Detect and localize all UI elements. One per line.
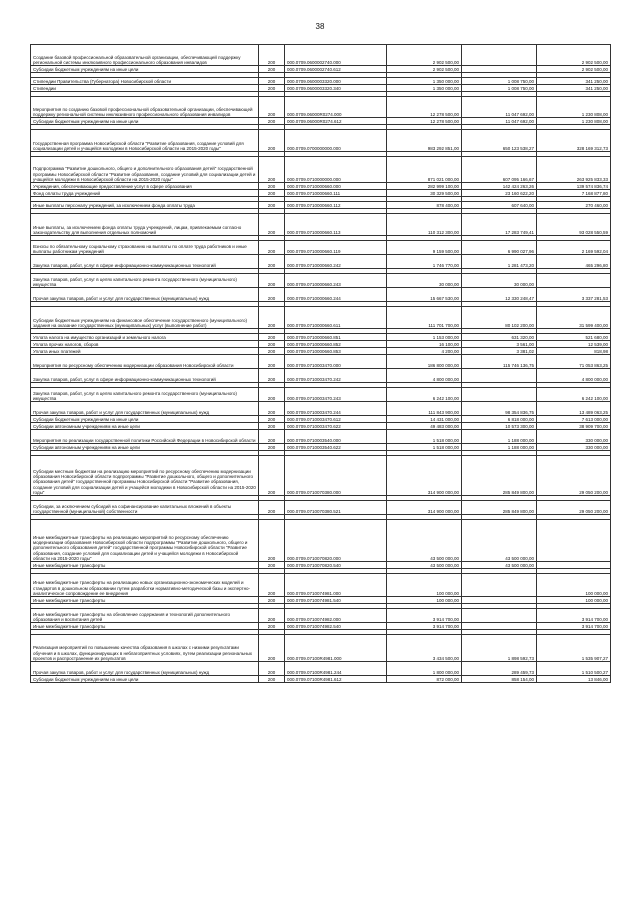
budget-classification-code-cell: 000.0709.0600002740.000 — [285, 45, 387, 66]
line-code-cell: 200 — [259, 562, 285, 569]
executed-amount-cell: 285 849 800,00 — [462, 456, 537, 496]
unexecuted-amount-cell: 330 000,00 — [537, 444, 611, 451]
expense-name-cell: Учреждения, обеспечивающие предоставление услуг в сфере образования — [31, 183, 259, 190]
line-code-cell: 200 — [259, 157, 285, 183]
unexecuted-amount-cell: 328 169 312,73 — [537, 130, 611, 152]
line-code-cell: 200 — [259, 214, 285, 236]
budget-classification-code-cell: 000.0709.0710074982.000 — [285, 609, 387, 623]
approved-amount-cell: 3 914 700,00 — [387, 609, 462, 623]
table-row — [31, 416, 611, 423]
budget-classification-code-cell: 000.0709.0710074982.540 — [285, 623, 387, 630]
table-row — [31, 118, 611, 125]
executed-amount-cell: 142 424 263,26 — [462, 183, 537, 190]
expense-name-cell: Уплата иных платежей — [31, 348, 259, 355]
approved-amount-cell: 110 312 300,00 — [387, 214, 462, 236]
unexecuted-amount-cell: 7 613 000,00 — [537, 416, 611, 423]
table-row — [31, 402, 611, 416]
unexecuted-amount-cell: 3 914 700,00 — [537, 609, 611, 623]
approved-amount-cell: 314 900 000,00 — [387, 501, 462, 515]
budget-classification-code-cell: 000.0709.0710070820.000 — [285, 520, 387, 562]
line-code-cell: 200 — [259, 676, 285, 683]
approved-amount-cell: 1 153 000,00 — [387, 334, 462, 341]
table-row — [31, 85, 611, 92]
unexecuted-amount-cell: 263 925 833,33 — [537, 157, 611, 183]
line-code-cell: 200 — [259, 66, 285, 73]
executed-amount-cell: 858 154,00 — [462, 676, 537, 683]
budget-classification-code-cell: 000.0709.0710000660.119 — [285, 241, 387, 255]
executed-amount-cell: 6 818 000,00 — [462, 416, 537, 423]
budget-classification-code-cell: 000.0709.0710000660.112 — [285, 202, 387, 209]
line-code-cell: 200 — [259, 609, 285, 623]
table-row — [31, 341, 611, 348]
approved-amount-cell: 3 914 700,00 — [387, 623, 462, 630]
executed-amount-cell — [462, 597, 537, 604]
budget-classification-code-cell: 000.0709.0710003470.622 — [285, 423, 387, 430]
budget-classification-code-cell: 000.0709.0710000660.853 — [285, 348, 387, 355]
approved-amount-cell: 6 242 100,00 — [387, 388, 462, 402]
executed-amount-cell: 3 381,02 — [462, 348, 537, 355]
budget-classification-code-cell: 000.0709.0700000000.000 — [285, 130, 387, 152]
line-code-cell: 200 — [259, 334, 285, 341]
line-code-cell: 200 — [259, 456, 285, 496]
line-code-cell: 200 — [259, 202, 285, 209]
expense-name-cell: Иные межбюджетные трансферты на реализацию новых организационно-экономических моделей и стандартов в дошкольном образовании путем разработки нормативно-методической базы и экспертно-аналитическое сопровождение ее внедрения — [31, 574, 259, 597]
line-code-cell: 200 — [259, 190, 285, 197]
expense-name-cell: Субсидии автономным учреждениям на иные цели — [31, 423, 259, 430]
expense-name-cell: Взносы по обязательному социальному страхованию на выплаты по оплате труда работников и иные выплаты работникам учреждений — [31, 241, 259, 255]
executed-amount-cell: 80 102 200,00 — [462, 307, 537, 329]
expense-name-cell: Подпрограмма "Развитие дошкольного, общего и дополнительного образования детей" государственной программы Новосибирской области "Развитие образования, создание условий для социализации детей и учащейся молодежи в Новосибирской области на 2015-2020 годы" — [31, 157, 259, 183]
budget-classification-code-cell: 000.0709.0710070380.000 — [285, 456, 387, 496]
table-row — [31, 597, 611, 604]
line-code-cell: 200 — [259, 130, 285, 152]
table-row — [31, 676, 611, 683]
unexecuted-amount-cell: 13 489 063,25 — [537, 402, 611, 416]
table-row — [31, 183, 611, 190]
budget-table — [30, 44, 611, 683]
table-row — [31, 562, 611, 569]
expense-name-cell: Реализация мероприятий по повышению качества образования в школах с низкими результатами обучения и в школах, функционирующих в неблагоприятных условиях, путем реализации региональных проектов и распространение их результатов — [31, 635, 259, 662]
table-row — [31, 609, 611, 623]
approved-amount-cell: 12 278 500,00 — [387, 118, 462, 125]
table-row — [31, 501, 611, 515]
executed-amount-cell: 650 123 538,27 — [462, 130, 537, 152]
budget-classification-code-cell: 000.0709.0710070820.540 — [285, 562, 387, 569]
expense-name-cell: Субсидии бюджетным учреждениям на финансовое обеспечение государственного (муниципального) задания на оказание государственных (муниципальных) услуг (выполнение работ) — [31, 307, 259, 329]
budget-classification-code-cell: 000.0709.0710003470.244 — [285, 402, 387, 416]
unexecuted-amount-cell: 100 000,00 — [537, 574, 611, 597]
executed-amount-cell — [462, 609, 537, 623]
expense-name-cell: Иные межбюджетные трансферты на реализацию мероприятий по ресурсному обеспечению модернизации образования Новосибирской области подпрограммы "Развитие дошкольного, общего и дополнительного образования детей" государственной программы Новосибирской области "Развитие образования, создание условий для социализации детей и учащейся молодежи в Новосибирской области на 2015-2020 годы" — [31, 520, 259, 562]
expense-name-cell: Иные межбюджетные трансферты — [31, 623, 259, 630]
executed-amount-cell: 10 573 300,00 — [462, 423, 537, 430]
budget-classification-code-cell: 000.0709.0600002740.612 — [285, 66, 387, 73]
approved-amount-cell: 30 000,00 — [387, 274, 462, 288]
executed-amount-cell: 1 188 000,00 — [462, 430, 537, 444]
expense-name-cell: Иные выплаты, за исключением фонда оплаты труда учреждений, лицам, привлекаемым согласно законодательству для выполнения отдельных полномочий — [31, 214, 259, 236]
approved-amount-cell: 186 800 000,00 — [387, 355, 462, 369]
executed-amount-cell: 98 354 836,75 — [462, 402, 537, 416]
approved-amount-cell: 3 434 500,00 — [387, 635, 462, 662]
budget-classification-code-cell: 000.0709.07100R4981.612 — [285, 676, 387, 683]
expense-name-cell: Закупка товаров, работ, услуг в целях капитального ремонта государственного (муниципального) имущества — [31, 274, 259, 288]
unexecuted-amount-cell: 1 535 907,27 — [537, 635, 611, 662]
line-code-cell: 200 — [259, 307, 285, 329]
unexecuted-amount-cell: 2 902 500,00 — [537, 66, 611, 73]
unexecuted-amount-cell — [537, 562, 611, 569]
unexecuted-amount-cell: 1 510 500,27 — [537, 662, 611, 676]
expense-name-cell: Субсидии бюджетным учреждениям на иные цели — [31, 118, 259, 125]
executed-amount-cell: 607 640,00 — [462, 202, 537, 209]
unexecuted-amount-cell: 38 909 700,00 — [537, 423, 611, 430]
unexecuted-amount-cell — [537, 520, 611, 562]
approved-amount-cell: 16 100,00 — [387, 341, 462, 348]
executed-amount-cell: 1 281 473,20 — [462, 255, 537, 269]
line-code-cell: 200 — [259, 635, 285, 662]
budget-classification-code-cell: 000.0709.06000R0274.000 — [285, 97, 387, 118]
executed-amount-cell: 17 283 749,41 — [462, 214, 537, 236]
table-row — [31, 423, 611, 430]
expense-name-cell: Субсидии бюджетным учреждениям на иные цели — [31, 66, 259, 73]
line-code-cell: 200 — [259, 288, 285, 302]
table-row — [31, 444, 611, 451]
budget-classification-code-cell: 000.0709.0710000660.243 — [285, 274, 387, 288]
expense-name-cell: Субсидии автономным учреждениям на иные цели — [31, 444, 259, 451]
unexecuted-amount-cell: 29 050 200,00 — [537, 501, 611, 515]
approved-amount-cell: 1 350 000,00 — [387, 85, 462, 92]
unexecuted-amount-cell: 2 902 500,00 — [537, 45, 611, 66]
table-row — [31, 369, 611, 383]
approved-amount-cell: 871 021 000,00 — [387, 157, 462, 183]
table-row — [31, 662, 611, 676]
expense-name-cell: Закупка товаров, работ, услуг в сфере информационно-коммуникационных технологий — [31, 369, 259, 383]
executed-amount-cell: 11 047 692,00 — [462, 118, 537, 125]
budget-classification-code-cell: 000.0709.0710074981.540 — [285, 597, 387, 604]
expense-name-cell: Субсидии бюджетным учреждениям на иные цели — [31, 416, 259, 423]
expense-name-cell: Фонд оплаты труда учреждений — [31, 190, 259, 197]
approved-amount-cell: 12 278 500,00 — [387, 97, 462, 118]
executed-amount-cell: 3 561,00 — [462, 341, 537, 348]
approved-amount-cell: 49 483 000,00 — [387, 423, 462, 430]
budget-classification-code-cell: 000.0709.0710000660.244 — [285, 288, 387, 302]
unexecuted-amount-cell: 521 680,00 — [537, 334, 611, 341]
executed-amount-cell — [462, 66, 537, 73]
executed-amount-cell: 1 188 000,00 — [462, 444, 537, 451]
table-row — [31, 202, 611, 209]
table-row — [31, 45, 611, 66]
approved-amount-cell: 100 000,00 — [387, 574, 462, 597]
line-code-cell: 200 — [259, 430, 285, 444]
approved-amount-cell: 43 500 000,00 — [387, 562, 462, 569]
table-row — [31, 157, 611, 183]
budget-classification-code-cell: 000.0709.06000R0274.612 — [285, 118, 387, 125]
line-code-cell: 200 — [259, 183, 285, 190]
table-row — [31, 78, 611, 85]
budget-classification-code-cell: 000.0709.0600003320.000 — [285, 78, 387, 85]
executed-amount-cell: 1 008 750,00 — [462, 78, 537, 85]
table-row — [31, 214, 611, 236]
budget-classification-code-cell: 000.0709.0600003320.340 — [285, 85, 387, 92]
line-code-cell: 200 — [259, 78, 285, 85]
budget-classification-code-cell: 000.0709.0710000660.111 — [285, 190, 387, 197]
table-row — [31, 574, 611, 597]
table-row — [31, 388, 611, 402]
executed-amount-cell: 1 008 750,00 — [462, 85, 537, 92]
table-row — [31, 255, 611, 269]
expense-name-cell: Прочая закупка товаров, работ и услуг для государственных (муниципальных) нужд — [31, 288, 259, 302]
executed-amount-cell: 289 459,73 — [462, 662, 537, 676]
budget-classification-code-cell: 000.0709.0710000660.242 — [285, 255, 387, 269]
expense-name-cell: Государственная программа Новосибирской области "Развитие образования, создание условий для социализации детей и учащейся молодежи в Новосибирской области на 2015-2020 годы" — [31, 130, 259, 152]
budget-classification-code-cell: 000.0709.0710003540.000 — [285, 430, 387, 444]
table-row — [31, 348, 611, 355]
table-row — [31, 66, 611, 73]
line-code-cell: 200 — [259, 574, 285, 597]
executed-amount-cell — [462, 45, 537, 66]
expense-name-cell: Прочая закупка товаров, работ и услуг для государственных (муниципальных) нужд — [31, 402, 259, 416]
expense-name-cell: Мероприятия по реализации государственной политики Российской Федерации в Новосибирской области — [31, 430, 259, 444]
approved-amount-cell: 100 000,00 — [387, 597, 462, 604]
unexecuted-amount-cell: 818,98 — [537, 348, 611, 355]
approved-amount-cell: 282 999 100,00 — [387, 183, 462, 190]
line-code-cell: 200 — [259, 416, 285, 423]
budget-classification-code-cell: 000.0709.0710000660.852 — [285, 341, 387, 348]
table-row — [31, 190, 611, 197]
budget-classification-code-cell: 000.0709.0710000660.113 — [285, 214, 387, 236]
approved-amount-cell: 1 746 770,00 — [387, 255, 462, 269]
line-code-cell: 200 — [259, 369, 285, 383]
line-code-cell: 200 — [259, 402, 285, 416]
table-row — [31, 241, 611, 255]
approved-amount-cell: 9 159 500,00 — [387, 241, 462, 255]
approved-amount-cell: 1 800 000,00 — [387, 662, 462, 676]
executed-amount-cell: 23 160 622,20 — [462, 190, 537, 197]
executed-amount-cell: 43 500 000,00 — [462, 520, 537, 562]
approved-amount-cell: 14 431 000,00 — [387, 416, 462, 423]
expense-name-cell: Мероприятия по ресурсному обеспечению модернизации образования Новосибирской области — [31, 355, 259, 369]
expense-name-cell: Иные межбюджетные трансферты — [31, 597, 259, 604]
executed-amount-cell: 11 047 692,00 — [462, 97, 537, 118]
executed-amount-cell: 30 000,00 — [462, 274, 537, 288]
line-code-cell: 200 — [259, 341, 285, 348]
budget-classification-code-cell: 000.0709.0710003470.000 — [285, 355, 387, 369]
expense-name-cell: Иные межбюджетные трансферты — [31, 562, 259, 569]
unexecuted-amount-cell — [537, 274, 611, 288]
table-row — [31, 355, 611, 369]
executed-amount-cell — [462, 369, 537, 383]
line-code-cell: 200 — [259, 85, 285, 92]
unexecuted-amount-cell: 2 169 592,04 — [537, 241, 611, 255]
unexecuted-amount-cell: 93 028 550,59 — [537, 214, 611, 236]
budget-classification-code-cell: 000.0709.0710003540.622 — [285, 444, 387, 451]
line-code-cell: 200 — [259, 274, 285, 288]
approved-amount-cell: 15 667 530,00 — [387, 288, 462, 302]
line-code-cell: 200 — [259, 355, 285, 369]
approved-amount-cell: 983 292 851,00 — [387, 130, 462, 152]
line-code-cell: 200 — [259, 118, 285, 125]
table-row — [31, 635, 611, 662]
line-code-cell: 200 — [259, 241, 285, 255]
unexecuted-amount-cell: 330 000,00 — [537, 430, 611, 444]
unexecuted-amount-cell: 29 050 200,00 — [537, 456, 611, 496]
budget-classification-code-cell: 000.0709.0710003470.242 — [285, 369, 387, 383]
unexecuted-amount-cell: 31 599 400,00 — [537, 307, 611, 329]
expense-name-cell: Уплата налога на имущество организаций и земельного налога — [31, 334, 259, 341]
expense-name-cell: Стипендии Правительства (Губернатора) Новосибирской области — [31, 78, 259, 85]
unexecuted-amount-cell: 341 250,00 — [537, 78, 611, 85]
line-code-cell: 200 — [259, 597, 285, 604]
approved-amount-cell: 4 800 000,00 — [387, 369, 462, 383]
executed-amount-cell: 631 320,00 — [462, 334, 537, 341]
budget-classification-code-cell: 000.0709.0710000660.611 — [285, 307, 387, 329]
budget-classification-code-cell: 000.0709.0710003470.612 — [285, 416, 387, 423]
expense-name-cell: Субсидии бюджетным учреждениям на иные цели — [31, 676, 259, 683]
executed-amount-cell: 1 898 592,73 — [462, 635, 537, 662]
unexecuted-amount-cell: 6 242 100,00 — [537, 388, 611, 402]
executed-amount-cell: 285 849 800,00 — [462, 501, 537, 515]
budget-classification-code-cell: 000.0709.0710003470.243 — [285, 388, 387, 402]
budget-classification-code-cell: 000.0709.0710000660.000 — [285, 183, 387, 190]
approved-amount-cell: 4 200,00 — [387, 348, 462, 355]
budget-classification-code-cell: 000.0709.0710000000.000 — [285, 157, 387, 183]
table-row — [31, 97, 611, 118]
unexecuted-amount-cell: 13 846,00 — [537, 676, 611, 683]
unexecuted-amount-cell: 7 168 877,80 — [537, 190, 611, 197]
table-row — [31, 520, 611, 562]
line-code-cell: 200 — [259, 348, 285, 355]
expense-name-cell: Стипендии — [31, 85, 259, 92]
approved-amount-cell: 30 329 500,00 — [387, 190, 462, 197]
approved-amount-cell: 111 843 900,00 — [387, 402, 462, 416]
approved-amount-cell: 1 518 000,00 — [387, 430, 462, 444]
approved-amount-cell: 111 701 700,00 — [387, 307, 462, 329]
expense-name-cell: Иные межбюджетные трансферты на обновление содержания и технологий дополнительного образования и воспитания детей — [31, 609, 259, 623]
unexecuted-amount-cell: 4 800 000,00 — [537, 369, 611, 383]
executed-amount-cell — [462, 574, 537, 597]
unexecuted-amount-cell: 100 000,00 — [537, 597, 611, 604]
executed-amount-cell: 6 990 027,96 — [462, 241, 537, 255]
unexecuted-amount-cell: 3 914 700,00 — [537, 623, 611, 630]
line-code-cell: 200 — [259, 97, 285, 118]
line-code-cell: 200 — [259, 623, 285, 630]
expense-name-cell: Закупка товаров, работ, услуг в сфере информационно-коммуникационных технологий — [31, 255, 259, 269]
executed-amount-cell — [462, 388, 537, 402]
line-code-cell: 200 — [259, 501, 285, 515]
line-code-cell: 200 — [259, 423, 285, 430]
table-row — [31, 623, 611, 630]
budget-classification-code-cell: 000.0709.0710074981.000 — [285, 574, 387, 597]
executed-amount-cell — [462, 623, 537, 630]
approved-amount-cell: 872 000,00 — [387, 676, 462, 683]
executed-amount-cell: 43 500 000,00 — [462, 562, 537, 569]
approved-amount-cell: 1 350 000,00 — [387, 78, 462, 85]
expense-name-cell: Субсидии местным бюджетам на реализацию мероприятий по ресурсному обеспечению модернизации образования Новосибирской области подпрограммы "Развитие дошкольного, общего и дополнительного образования детей" государственной программы Новосибирской области "Развитие образования, создание условий для социализации детей и учащейся молодежи в Новосибирской области на 2015-2020 годы" — [31, 456, 259, 496]
line-code-cell: 200 — [259, 520, 285, 562]
unexecuted-amount-cell: 3 337 281,53 — [537, 288, 611, 302]
unexecuted-amount-cell: 270 460,00 — [537, 202, 611, 209]
executed-amount-cell: 115 746 136,75 — [462, 355, 537, 369]
executed-amount-cell: 12 330 248,47 — [462, 288, 537, 302]
budget-classification-code-cell: 000.0709.07100R4981.000 — [285, 635, 387, 662]
approved-amount-cell: 314 900 000,00 — [387, 456, 462, 496]
table-row — [31, 130, 611, 152]
unexecuted-amount-cell: 139 574 836,74 — [537, 183, 611, 190]
line-code-cell: 200 — [259, 444, 285, 451]
budget-table-body — [31, 45, 611, 683]
expense-name-cell: Уплата прочих налогов, сборов — [31, 341, 259, 348]
line-code-cell: 200 — [259, 45, 285, 66]
budget-classification-code-cell: 000.0709.0710070380.521 — [285, 501, 387, 515]
approved-amount-cell: 1 518 000,00 — [387, 444, 462, 451]
executed-amount-cell: 607 095 166,67 — [462, 157, 537, 183]
table-row — [31, 430, 611, 444]
budget-classification-code-cell: 000.0709.0710000660.851 — [285, 334, 387, 341]
expense-name-cell: Прочая закупка товаров, работ и услуг для государственных (муниципальных) нужд — [31, 662, 259, 676]
table-row — [31, 334, 611, 341]
line-code-cell: 200 — [259, 255, 285, 269]
unexecuted-amount-cell: 1 230 808,00 — [537, 97, 611, 118]
unexecuted-amount-cell: 71 053 863,25 — [537, 355, 611, 369]
expense-name-cell: Создание базовой профессиональной образовательной организации, обеспечивающей поддержку региональной системы инклюзивного профессионального образования инвалидов — [31, 45, 259, 66]
table-row — [31, 288, 611, 302]
expense-name-cell: Закупка товаров, работ, услуг в целях капитального ремонта государственного (муниципального) имущества — [31, 388, 259, 402]
approved-amount-cell: 878 400,00 — [387, 202, 462, 209]
unexecuted-amount-cell: 465 296,80 — [537, 255, 611, 269]
table-row — [31, 274, 611, 288]
expense-name-cell: Мероприятия по созданию базовой профессиональной образовательной организации, обеспечивающей поддержку региональной системы инклюзивного профессионального образования инвалидов — [31, 97, 259, 118]
table-row — [31, 307, 611, 329]
approved-amount-cell: 2 902 500,00 — [387, 66, 462, 73]
approved-amount-cell: 43 500 000,00 — [387, 520, 462, 562]
line-code-cell: 200 — [259, 662, 285, 676]
line-code-cell: 200 — [259, 388, 285, 402]
budget-classification-code-cell: 000.0709.07100R4981.244 — [285, 662, 387, 676]
expense-name-cell: Субсидии, за исключением субсидий на софинансирование капитальных вложений в объекты государственной (муниципальной) собственности — [31, 501, 259, 515]
unexecuted-amount-cell: 341 250,00 — [537, 85, 611, 92]
table-row — [31, 456, 611, 496]
page-number: 38 — [315, 22, 325, 31]
unexecuted-amount-cell: 1 230 808,00 — [537, 118, 611, 125]
approved-amount-cell: 2 902 500,00 — [387, 45, 462, 66]
expense-name-cell: Иные выплаты персоналу учреждений, за исключением фонда оплаты труда — [31, 202, 259, 209]
unexecuted-amount-cell: 12 539,00 — [537, 341, 611, 348]
